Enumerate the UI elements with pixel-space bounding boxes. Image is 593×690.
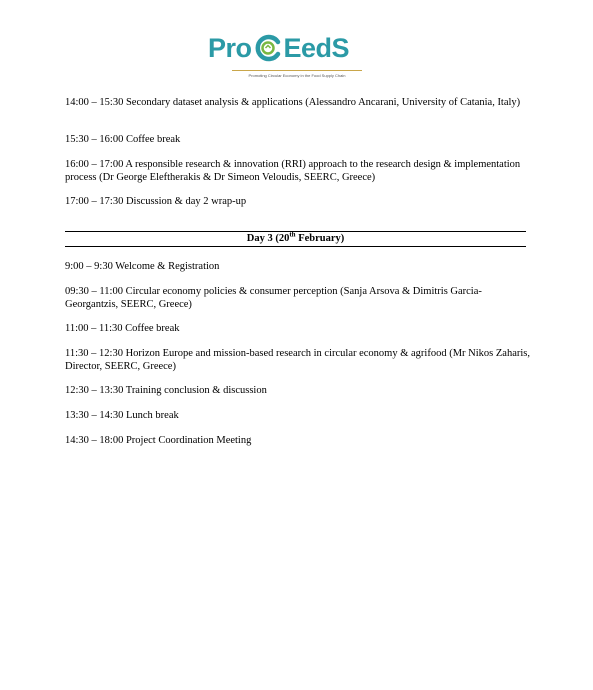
schedule-entry-day2-wrap-up: 17:00 – 17:30 Discussion & day 2 wrap-up [65, 196, 247, 207]
schedule-entry-policies: 09:30 – 11:00 Circular economy policies & consumer perception (Sanja Arsova & Dimitris Garcia-Georgantzis, SEERC, Greece) [65, 286, 482, 310]
schedule-entry-lunch-break: 13:30 – 14:30 Lunch break [65, 410, 179, 421]
schedule-entry-secondary-dataset: 14:00 – 15:30 Secondary dataset analysis & applications (Alessandro Ancarani, University of Catania, Italy) [65, 97, 521, 108]
day-3-header [65, 231, 526, 247]
day-3-header-suffix: February) [295, 233, 345, 244]
recycle-c-icon [253, 33, 283, 63]
day-3-header-sup: th [289, 230, 296, 239]
logo-word-left: Pro [208, 32, 252, 63]
schedule-entry-training-conclusion: 12:30 – 13:30 Training conclusion & discussion [65, 385, 267, 396]
schedule-entry-coordination-meeting: 14:30 – 18:00 Project Coordination Meeting [65, 435, 252, 446]
proceeds-logo [208, 28, 380, 84]
schedule-entry-coffee-break-2: 11:00 – 11:30 Coffee break [65, 323, 180, 334]
logo-tagline: Promoting Circular Economy in the Food Supply Chain [232, 70, 362, 78]
schedule-entry-coffee-break-1: 15:30 – 16:00 Coffee break [65, 134, 181, 145]
logo-word-right: EedS [283, 32, 350, 63]
schedule-entry-welcome: 9:00 – 9:30 Welcome & Registration [65, 261, 220, 272]
day-3-header-prefix: Day 3 (20 [246, 233, 290, 244]
logo-wordmark [208, 28, 349, 68]
schedule-entry-horizon-europe: 11:30 – 12:30 Horizon Europe and mission-based research in circular economy & agrifood (Mr Nikos Zaharis, Director, SEERC, Greece) [65, 348, 530, 372]
schedule-entry-rri-approach: 16:00 – 17:00 A responsible research & innovation (RRI) approach to the research design & implementation process (Dr George Eleftherakis & Dr Simeon Veloudis, SEERC, Greece) [65, 159, 521, 183]
